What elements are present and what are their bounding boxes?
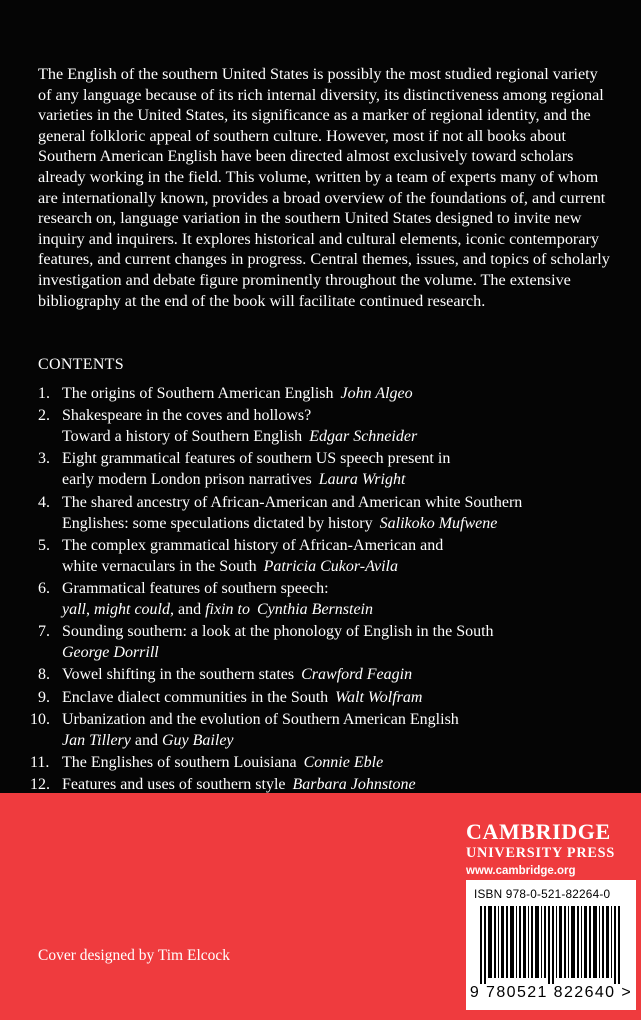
blurb-text: The English of the southern United States is possibly the most studied regional variety of any language because of its rich internal diversity, its distinctiveness among regional varieties in the United States, its significance as a marker of regional identity, and the general folkloric appeal of southern culture. However, most if not all books about Southern American English have been directed almost exclusively toward scholars already working in the field. This volume, written by a team of experts many of whom are internationally known, provides a broad overview of the foundations of, and current research on, language variation in the southern United States designed to invite new inquiry and inquirers. It explores historical and cultural elements, iconic contemporary features, and current changes in progress. Central themes, issues, and topics of scholarly investigation and debate figure prominently throughout the volume. The extensive bibliography at the end of the book will facilitate continued research. (38, 65, 610, 310)
toc-title: Toward a history of Southern English (62, 428, 303, 446)
publisher-logo (466, 820, 638, 877)
toc-title: The complex grammatical history of African-American and (62, 536, 444, 554)
toc-author: Patricia Cukor-Avila (263, 557, 398, 575)
toc-author: Laura Wright (318, 471, 406, 489)
toc-author: Jan Tillery (62, 731, 131, 749)
isbn-text: ISBN 978-0-521-82264-0 (474, 887, 611, 901)
toc-entry-4: 4. The shared ancestry of African-American and American white Southern Englishes: some speculations dictated by history Salikoko Mufwene (38, 493, 523, 532)
toc-entry-1: 1. The origins of Southern American English John Algeo (38, 385, 413, 402)
toc-author: Walt Wolfram (335, 688, 423, 706)
toc-title: Eight grammatical features of southern US speech present in (62, 450, 451, 468)
toc-title: Urbanization and the evolution of Southern American English (62, 710, 459, 728)
toc-entry-8: 8. Vowel shifting in the southern states Crawford Feagin (38, 666, 413, 684)
table-of-contents (30, 383, 618, 796)
toc-author: Cynthia Bernstein (257, 600, 373, 618)
toc-title: Shakespeare in the coves and hollows? (62, 407, 312, 425)
toc-author: Crawford Feagin (301, 666, 413, 684)
toc-author: Salikoko Mufwene (379, 514, 498, 532)
toc-author: George Dorrill (62, 644, 159, 662)
barcode-bars (480, 906, 622, 984)
toc-title: Enclave dialect communities in the South (62, 688, 329, 706)
publisher-subtitle: UNIVERSITY PRESS (466, 845, 616, 861)
toc-author: John Algeo (340, 385, 413, 402)
toc-entry-5: 5. The complex grammatical history of African-American and white vernaculars in the South Patricia Cukor-Avila (38, 536, 444, 575)
toc-title: Sounding southern: a look at the phonology of English in the South (62, 623, 494, 641)
toc-author: Edgar Schneider (309, 428, 418, 446)
publisher-url: www.cambridge.org (466, 865, 576, 877)
barcode-number: 9 780521 822640 > (469, 984, 633, 1001)
toc-entry-6: 6. Grammatical features of southern speech: yall, might could, and fixin to Cynthia Bernstein (38, 579, 373, 618)
toc-title: The Englishes of southern Louisiana (62, 753, 297, 771)
toc-entry-12: 12. Features and uses of southern style Barbara Johnstone (30, 776, 416, 794)
toc-title: The shared ancestry of African-American and American white Southern (62, 493, 523, 511)
toc-title: early modern London prison narratives (62, 471, 312, 489)
toc-title: Vowel shifting in the southern states (62, 666, 295, 684)
toc-title: white vernaculars in the South (62, 557, 257, 575)
toc-entry-10: 10. Urbanization and the evolution of Southern American English Jan Tillery and Guy Bailey (30, 710, 459, 749)
toc-entry-7: 7. Sounding southern: a look at the phonology of English in the South George Dorrill (38, 623, 494, 662)
toc-entry-2: 2. Shakespeare in the coves and hollows? Toward a history of Southern English Edgar Schneider (38, 407, 418, 446)
toc-title: The origins of Southern American English (62, 385, 334, 402)
toc-title: Englishes: some speculations dictated by history (62, 514, 373, 532)
toc-entry-11: 11. The Englishes of southern Louisiana Connie Eble (30, 753, 384, 771)
toc-author: Guy Bailey (162, 731, 234, 749)
publisher-name: CAMBRIDGE (466, 819, 611, 844)
toc-entry-9: 9. Enclave dialect communities in the South Walt Wolfram (38, 688, 423, 706)
cover-credit: Cover designed by Tim Elcock (38, 947, 231, 964)
toc-title: Features and uses of southern style (62, 776, 286, 794)
toc-author: Connie Eble (303, 753, 384, 771)
contents-heading: CONTENTS (38, 356, 124, 373)
isbn-barcode (466, 880, 636, 1010)
toc-author: Barbara Johnstone (292, 776, 416, 794)
toc-entry-3: 3. Eight grammatical features of southern US speech present in early modern London prison narratives Laura Wright (38, 450, 451, 489)
toc-title: Grammatical features of southern speech: (62, 579, 329, 597)
